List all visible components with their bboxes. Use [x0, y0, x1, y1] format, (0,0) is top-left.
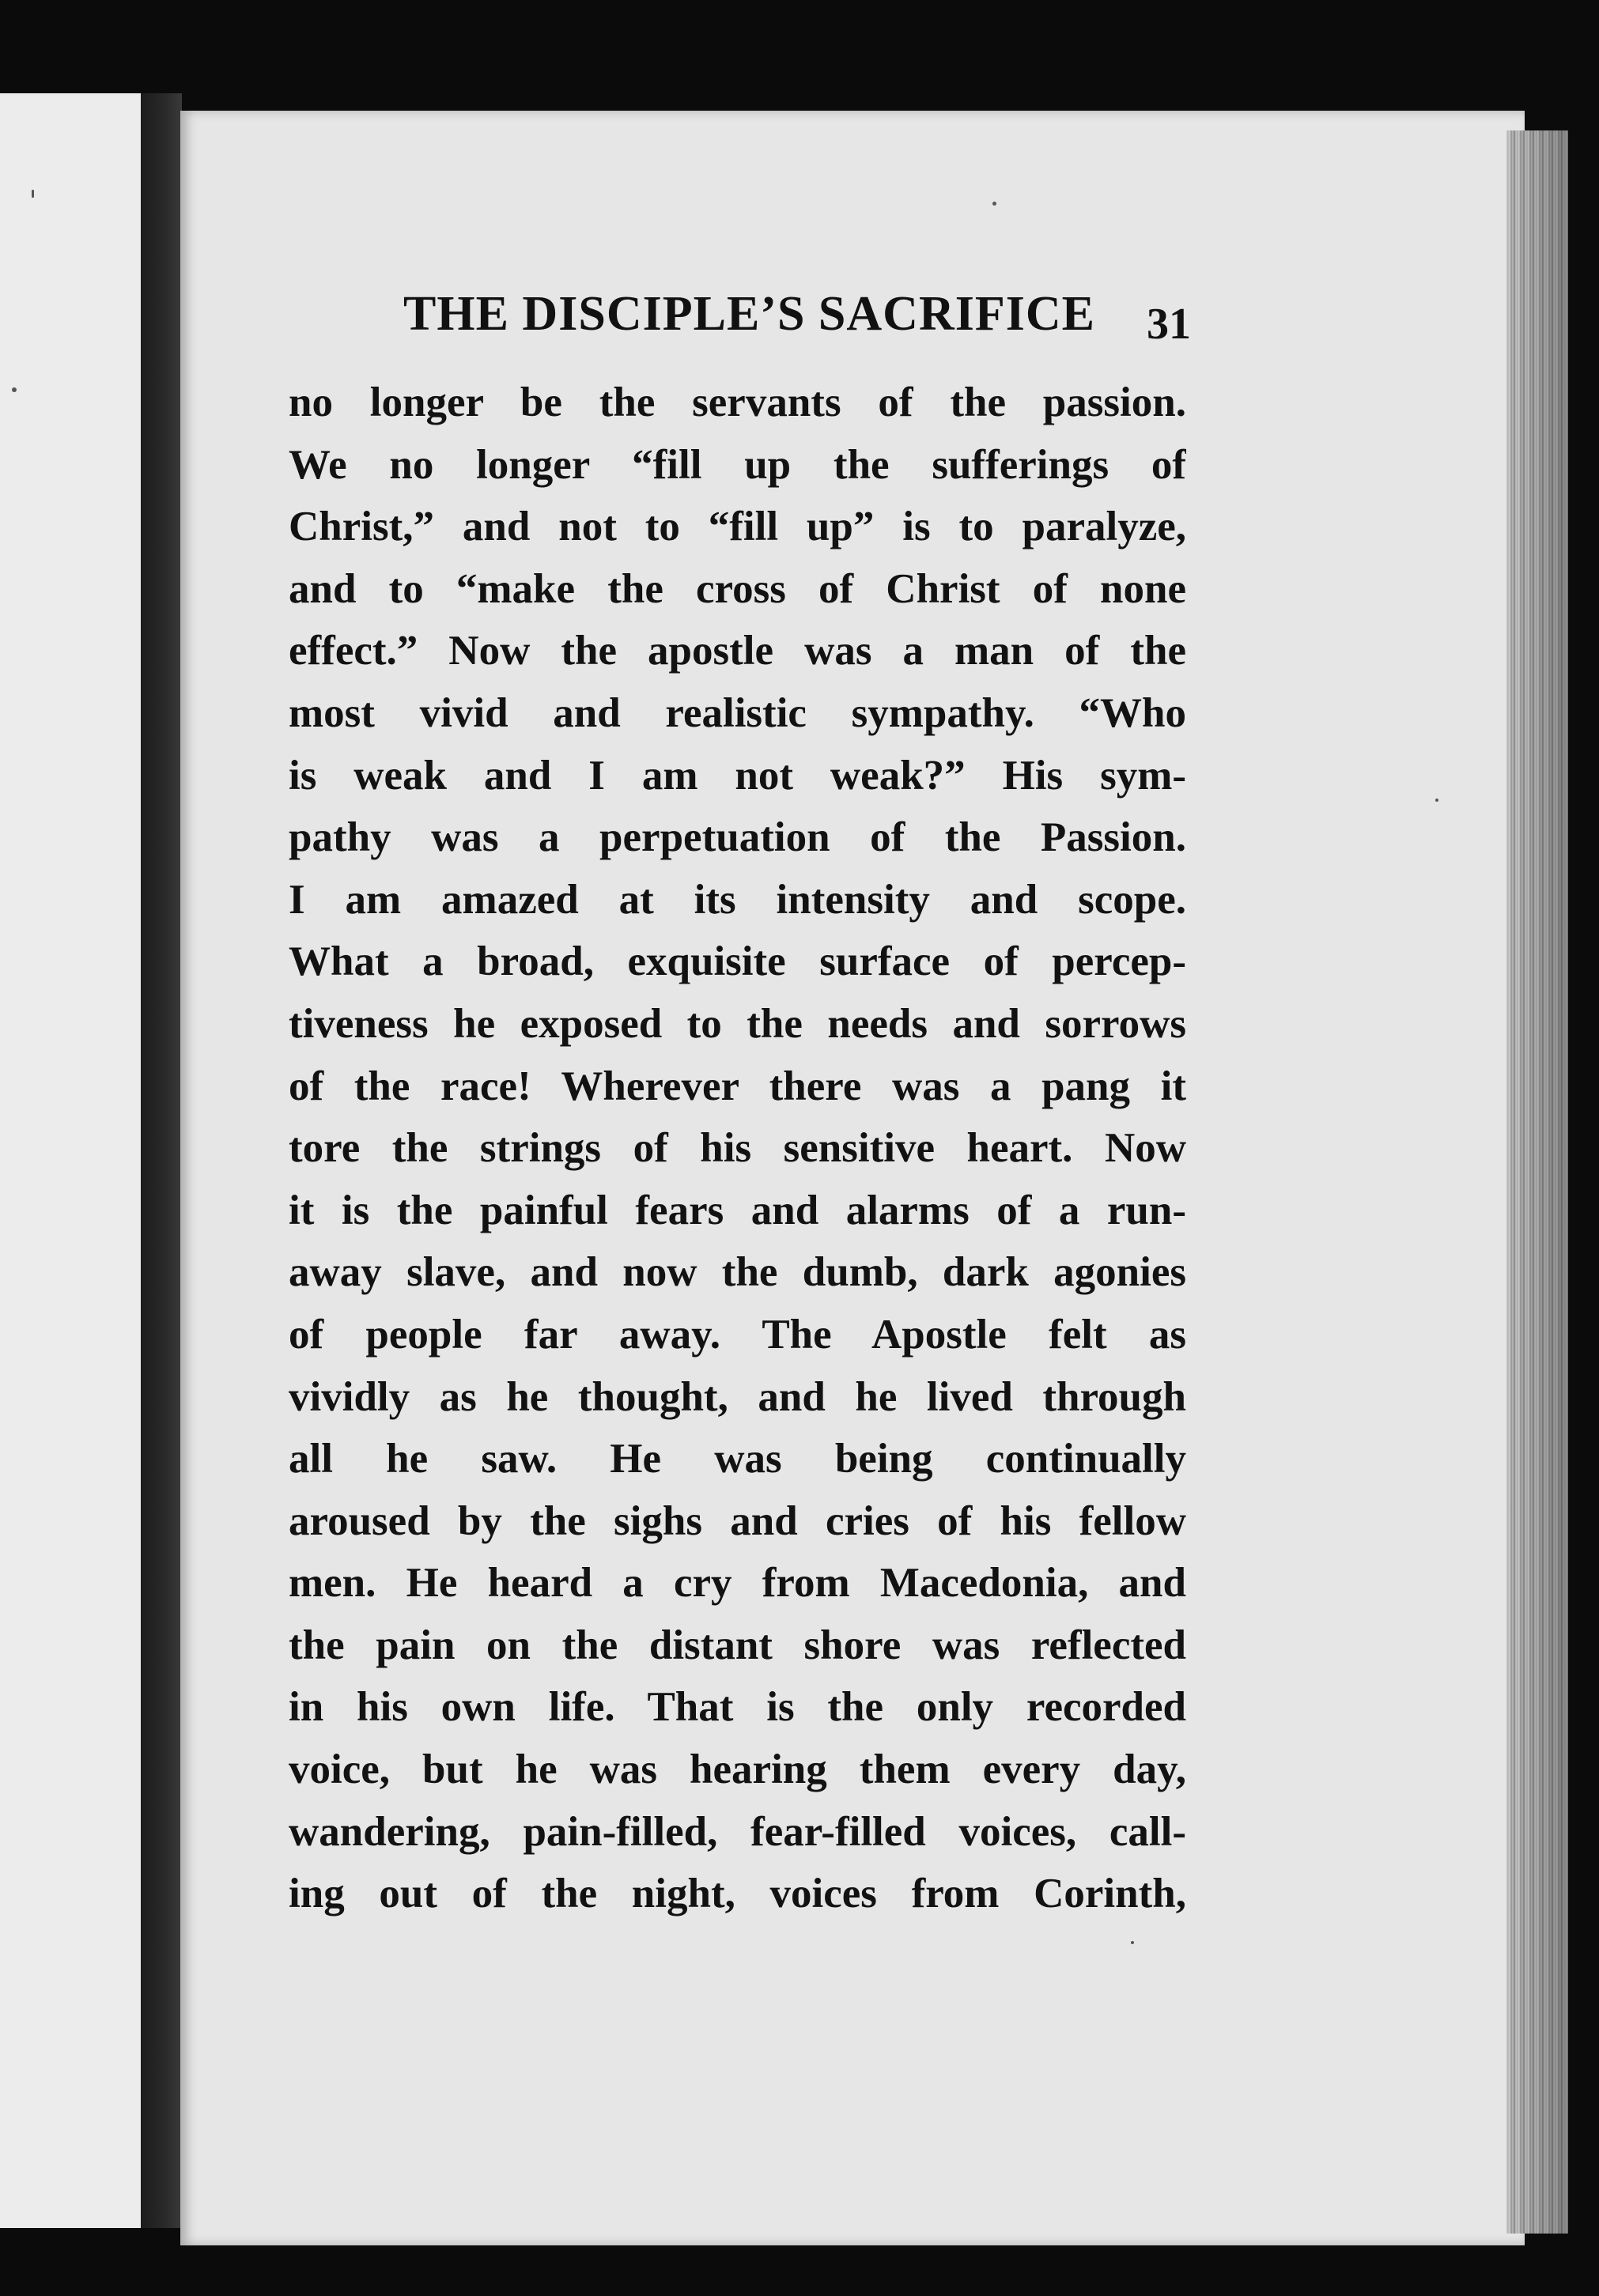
scan-speck — [1131, 1941, 1134, 1944]
text-line: Christ,” and not to “fill up” is to paralyze, — [289, 504, 1186, 550]
text-line: is weak and I am not weak?” His sym- — [289, 752, 1186, 799]
text-line: wandering, pain-filled, fear-filled voices, call- — [289, 1808, 1186, 1855]
text-line: the pain on the distant shore was reflected — [289, 1622, 1186, 1668]
scan-speck — [1435, 799, 1438, 802]
text-line: voice, but he was hearing them every day, — [289, 1747, 1186, 1793]
body-text — [289, 372, 1186, 1925]
text-line: ing out of the night, voices from Corinth, — [289, 1871, 1186, 1917]
text-line: most vivid and realistic sympathy. “Who — [289, 689, 1186, 736]
page-edges-shadow — [1506, 130, 1568, 2234]
text-line: men. He heard a cry from Macedonia, and — [289, 1560, 1186, 1607]
running-head: THE DISCIPLE’S SACRIFICE — [403, 287, 1095, 341]
scan-speck — [992, 202, 996, 206]
text-line: vividly as he thought, and he lived through — [289, 1373, 1186, 1420]
text-line: away slave, and now the dumb, dark agonies — [289, 1249, 1186, 1296]
scan-speck — [32, 190, 34, 198]
text-line: We no longer “fill up the sufferings of — [289, 441, 1186, 488]
text-line: tore the strings of his sensitive heart. Now — [289, 1125, 1186, 1172]
text-line: I am amazed at its intensity and scope. — [289, 876, 1186, 923]
scan-speck — [12, 387, 17, 392]
left-facing-page — [0, 93, 146, 2228]
text-line: tiveness he exposed to the needs and sorrows — [289, 1000, 1186, 1047]
text-line: and to “make the cross of Christ of none — [289, 565, 1186, 612]
text-line: in his own life. That is the only recorded — [289, 1684, 1186, 1731]
text-line: of the race! Wherever there was a pang it — [289, 1063, 1186, 1109]
page-number: 31 — [1147, 300, 1191, 349]
text-line: aroused by the sighs and cries of his fellow — [289, 1497, 1186, 1544]
text-line: of people far away. The Apostle felt as — [289, 1311, 1186, 1358]
book-gutter — [141, 93, 182, 2228]
text-line: it is the painful fears and alarms of a run- — [289, 1187, 1186, 1233]
text-line: all he saw. He was being continually — [289, 1436, 1186, 1482]
text-line: effect.” Now the apostle was a man of the — [289, 628, 1186, 674]
text-line: What a broad, exquisite surface of percep- — [289, 938, 1186, 985]
text-line: no longer be the servants of the passion. — [289, 380, 1186, 425]
text-line: pathy was a perpetuation of the Passion. — [289, 814, 1186, 861]
